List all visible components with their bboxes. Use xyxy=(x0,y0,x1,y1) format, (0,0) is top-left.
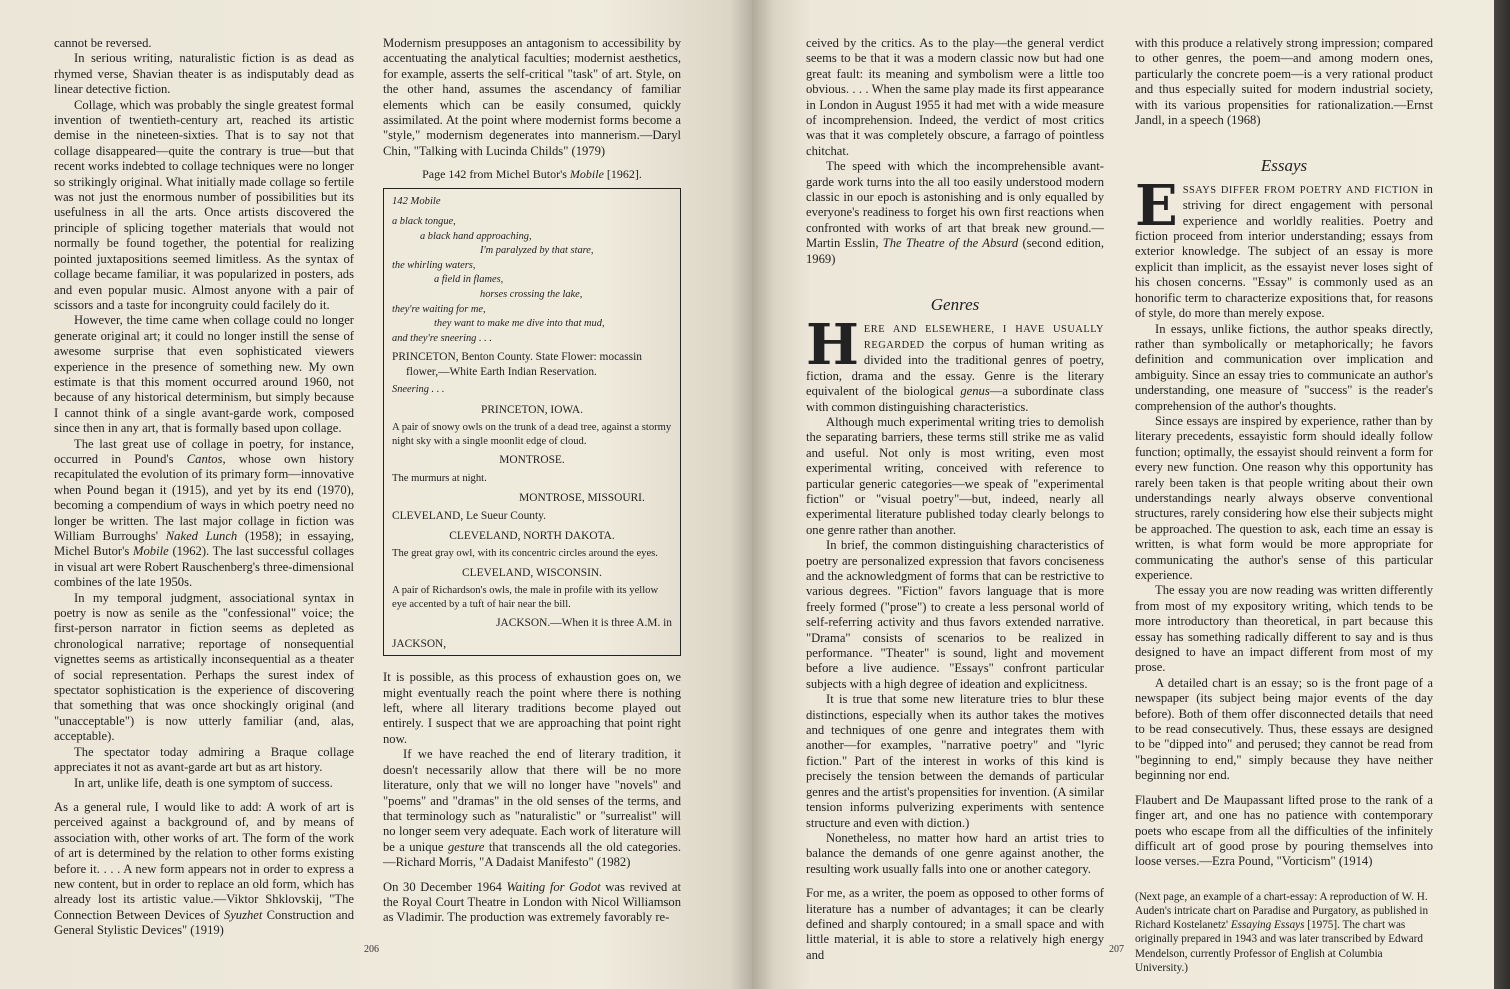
quote-shklovskij: As a general rule, I would like to add: A work of art is perceived against a background of, and by means of association with, other works of art. The form of the work of art is determined by the relation to other forms existing before it. . . . A new form appears not in order to express a new content, but in order to replace an old form, which has already lost its artistic value.—Viktor Shklovskij, "The Connection Between Devices of Syuzhet Construction and General Stylistic Devices" (1919) xyxy=(54,799,354,938)
paragraph: The spectator today admiring a Braque collage appreciates it not as avant-garde art but as art history. xyxy=(54,744,354,775)
paragraph: ceived by the critics. As to the play—the general verdict seems to be that it was a modern classic now but had one great fault: its meaning and symbolism were a little too obvious. . . . When the same play made its first appearance in London in August 1955 it had met with a wide measure of incomprehension. Indeed, the verdict of most critics was that it was completely obscure, a farrago of pointless chitchat. xyxy=(806,36,1104,158)
excerpt-header: 142 Mobile xyxy=(392,195,441,207)
paragraph: with this produce a relatively strong impression; compared to other genres, the poem—and among modern ones, particularly the concrete poem—is a very rational product and thus especially suited for modern industrial society, with its various propensities for rationalization.—Ernst Jandl, in a speech (1968) xyxy=(1135,36,1433,128)
quote-pound: Flaubert and De Maupassant lifted prose to the rank of a finger art, and one has no patience with contemporary poets who escape from all the difficulties of the infinitely difficult art of good prose by pouring themselves into loose verses.—Ezra Pound, "Vorticism" (1914) xyxy=(1135,792,1433,869)
right-page xyxy=(752,0,1494,989)
paragraph: It is possible, as this process of exhaustion goes on, we might eventually reach the point where there is nothing left, where all literary traditions become played out entirely. I suspect that we are approaching that point right now. xyxy=(383,670,681,746)
paragraph: Nonetheless, no matter how hard an artist tries to balance the demands of one genre against another, the resulting work usually falls into one or another category. xyxy=(806,830,1104,876)
paragraph: A detailed chart is an essay; so is the front page of a newspaper (its subject being major events of the day before). Both of them offer disconnected details that need to be read consecutively. Thus, these essays are designed to be "dipped into" and perused; they cannot be read from "beginning to end," simply because they have neither beginning nor end. xyxy=(1135,675,1433,783)
quote-jandl: For me, as a writer, the poem as opposed to other forms of literature has a number of advantages; it can be clearly defined and sharply contoured; in a small space and with little material, it is able to store a relatively high energy and xyxy=(806,886,1104,962)
quote-chin: Modernism presupposes an antagonism to accessibility by accentuating the analytical faculties; modernist aesthetics, for example, asserts the self-critical "task" of art. Style, on the other hand, assumes the ascendancy of familiar elements which can be easily consumed, quickly assimilated. At the point where modernist forms become a "style," modernism degenerates into mannerism.—Daryl Chin, "Talking with Lucinda Childs" (1979) xyxy=(383,36,681,158)
page-number: 206 xyxy=(364,944,379,955)
figure-caption: Page 142 from Michel Butor's Mobile [1962]. xyxy=(422,167,642,182)
section-heading-essays: Essays xyxy=(1260,156,1308,176)
paragraph: In serious writing, naturalistic fiction is as dead as rhymed verse, Shavian theater is as indisputably dead as linear detective fiction. xyxy=(54,51,354,97)
paragraph: In art, unlike life, death is one symptom of success. xyxy=(74,775,333,790)
paragraph: The essay you are now reading was written differently from most of my expository writing, which tends to be more introductory than theoretical, in part because this essay has something radically different to say and is thus designed to have an impact different from most of my prose. xyxy=(1135,583,1433,675)
section-heading-genres: Genres xyxy=(930,295,980,315)
paragraph: Since essays are inspired by experience, rather than by literary precedents, essayistic form should ideally follow function; optimally, the essayist should reinvent a form for every new function. One reason why this opportunity has rarely been taken is that people writing about their own understandings nearly always observe conventional structures, rarely considering how else their subjects might be approached. The question to ask, each time an essay is written, is what form would be more appropriate for communicating the author's sense of this particular experience. xyxy=(1135,413,1433,582)
paragraph: It is true that some new literature tries to blur these distinctions, especially when its author takes the motives and techniques of one genre and integrates them with another—for examples, "narrative poetry" and "lyric fiction." Part of the interest in works of this kind is precisely the tension between the demands of particular genres and the artist's propensities for invention. (A similar tension informs pulverizing experiments with sentence structure and even with diction.) xyxy=(806,692,1104,830)
page-number: 207 xyxy=(1109,944,1124,955)
mobile-excerpt-box: 142 Mobile a black tongue, a black hand approaching, I'm paralyzed by that stare, the whirling waters, a field in flames, horses crossing the lake, they're waiting for me, they want to make me dive into that mud, and they're sneering . . . PRINCETON, Benton County. State Flower: mocassin flower,—White Earth Indian Reservation. Sneering . . . PRINCETON, IOWA. A pair of snowy owls on the trunk of a dead tree, against a stormy night sky with a single moonlit edge of cloud. MONTROSE. The murmurs at night. MONTROSE, MISSOURI. CLEVELAND, Le Sueur County. CLEVELAND, NORTH DAKOTA. The great gray owl, with its concentric circles around the eyes. CLEVELAND, WISCONSIN. A pair of Richardson's owls, the male in profile with its yellow eye accented by a tuft of hair near the bill. JACKSON.—When it is three A.M. in JACKSON, xyxy=(383,188,681,657)
paragraph: In my temporal judgment, associational syntax in poetry is now as senile as the "confessional" voice; the first-person narrator in fiction seems as depleted as chronological narrative; reportage of nonsequential vignettes seems as artistically inconsequential as a theater of social representation. Perhaps the surest index of spectator sophistication is the experience of discovering that something that was once shockingly original (and "unacceptable") is now utterly familiar (and, alas, acceptable). xyxy=(54,590,354,744)
left-column-1 xyxy=(54,36,354,939)
paragraph: In essays, unlike fictions, the author speaks directly, rather than symbolically or metaphorically; he favors definition and communication over implication and ambiguity. Since an essay tries to communicate an author's understanding, one measure of "success" is the reader's comprehension of the author's thoughts. xyxy=(1135,321,1433,413)
editor-note: (Next page, an example of a chart-essay: A reproduction of W. H. Auden's intricate chart on Paradise and Purgatory, as published in Richard Kostelanetz' Essaying Essays [1975]. The chart was originally prepared in 1943 and was later transcribed by Edward Mendelson, currently Professor of English at Columbia University.) xyxy=(1135,890,1429,974)
excerpt-entry: PRINCETON, Benton County. State Flower: mocassin flower,—White Earth Indian Reservation. xyxy=(392,351,642,378)
paragraph: On 30 December 1964 Waiting for Godot was revived at the Royal Court Theatre in London with Nicol Williamson as Vladimir. The production was extremely favorably re- xyxy=(383,879,682,925)
paragraph: However, the time came when collage could no longer generate original art; it could no longer instill the sense of awesome surprise that even sophisticated viewers experience in the presence of something new. My own estimate is that this moment occurred around 1960, not because of any historical determinism, but simply because I cannot think of a single avant-garde work, composed since then in any art, that is formally based upon collage. xyxy=(54,313,354,436)
left-column-2 xyxy=(383,36,681,926)
right-column-1 xyxy=(806,36,1104,963)
drop-cap: E xyxy=(1135,172,1178,239)
drop-cap: H xyxy=(806,311,859,378)
page-edge xyxy=(1494,0,1510,989)
paragraph: ESSAYS DIFFER FROM POETRY AND FICTION in striving for direct engagement with personal experience and worldly realities. Poetry and fiction proceed from interior understanding; essays from exterior knowledge. The subject of an essay is more explicit than implicit, as the essayist never loses sight of his chosen concerns. "Essay" is commonly used as an honorific term to characterize expositions that, for reasons of style, do more than merely expose. xyxy=(1135,172,1433,321)
paragraph: The last great use of collage in poetry, for instance, occurred in Pound's Cantos, whose own history recapitulated the evolution of its primary form—innovative when Pound began it (1915), and yet by its end (1970), becoming a compendium of ways in which poetry need no longer be written. The last major collage in fiction was William Burroughs' Naked Lunch (1958); in essaying, Michel Butor's Mobile (1962). The last successful collages in visual art were Robert Rauschenberg's three-dimensional combines of the late 1950s. xyxy=(54,436,354,590)
quote-morris: If we have reached the end of literary tradition, it doesn't necessarily allow that there will be no more literature, only that we will no longer have "novels" and "poems" and "dramas" in the old senses of the terms, and that terminology such as "naturalistic" or "surrealist" will no longer seem very adequate. Each work of literature will be a unique gesture that transcends all the old categories.—Richard Morris, "A Dadaist Manifesto" (1982) xyxy=(383,747,681,870)
paragraph: In brief, the common distinguishing characteristics of poetry are personalized expression that favors conciseness and the acknowledgment of forms that can be restrictive to various degrees. "Fiction" favors language that is more freely formed ("prose") to create a less personal world of self-referring activity and thus favors extended narrative. "Drama" consists of scenarios to be realized in performance. "Theater" is sound, light and movement before a live audience. "Essays" confront particular subjects with a high degree of ideation and explicitness. xyxy=(806,538,1104,691)
left-page xyxy=(0,0,752,989)
paragraph: Collage, which was probably the single greatest formal invention of twentieth-century art, reached its artistic demise in the nineteen-sixties. That is to say not that collage disappeared—quite the contrary is true—but that recent works indebted to collage techniques were no longer so strikingly original. What initially made collage so fertile was not just the enormous number of possibilities but its usefulness in all the arts. Once artists discovered the principle of splicing together materials that would not normally be found together, the potential for realizing pointed juxtapositions seemed limitless. As the syntax of collage became familiar, it was popularized in posters, ads and even popular music. Almost anyone with a pair of scissors and a taste for incongruity could facilely do it. xyxy=(54,97,354,312)
paragraph: HERE AND ELSEWHERE, I HAVE USUALLY REGARDED the corpus of human writing as divided into the traditional genres of poetry, fiction, drama and the essay. Genre is the literary equivalent of the biological genus—a subordinate class with common distinguishing characteristics. xyxy=(806,311,1104,414)
paragraph: Although much experimental writing tries to demolish the separating barriers, these terms still strike me as valid and useful. Not only is most writing, even most experimental writing, conceived with reference to particular generic categories—we speak of "experimental fiction" or "visual poetry"—but, indeed, nearly all experimental literature published today clearly belongs to one genre rather than another. xyxy=(806,414,1104,537)
excerpt-poem: a black tongue, a black hand approaching, I'm paralyzed by that stare, the whirling waters, a field in flames, horses crossing the lake, they're waiting for me, they want to make me dive into that mud, and they're sneering . . . xyxy=(392,216,605,344)
quote-esslin: The speed with which the incomprehensible avant-garde work turns into the all too easily understood modern classic in our epoch is astonishing and is only equalled by everyone's readiness to forget his own first reactions when confronted with works of art that break new ground.—Martin Esslin, The Theatre of the Absurd (second edition, 1969) xyxy=(806,159,1104,266)
book-gutter xyxy=(730,0,774,989)
right-column-2 xyxy=(1135,36,1433,975)
paragraph: cannot be reversed. xyxy=(54,36,152,50)
